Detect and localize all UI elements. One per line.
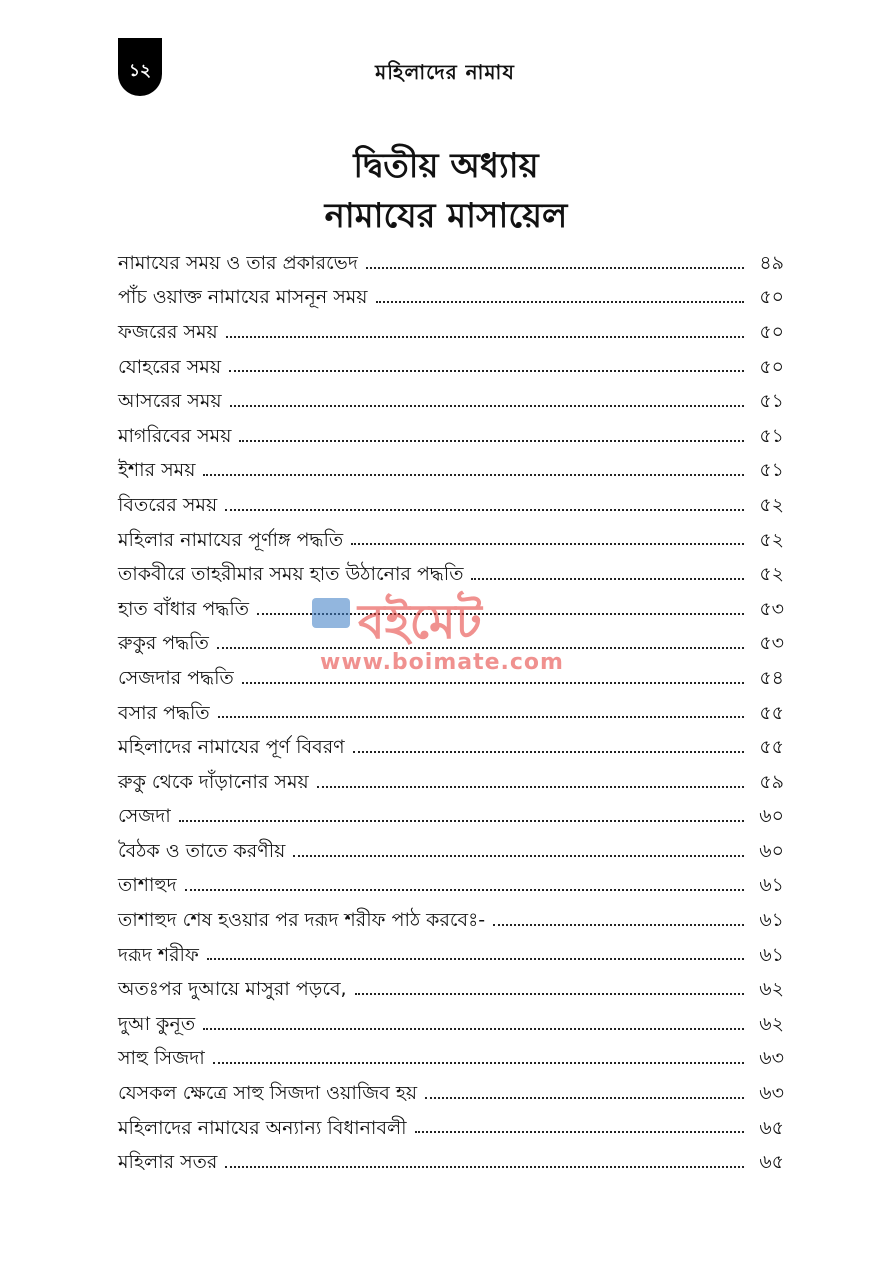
toc-entry (118, 551, 784, 586)
toc-entry (118, 966, 784, 1001)
dot-leader (293, 855, 744, 857)
toc-entry (118, 1105, 784, 1140)
dot-leader (366, 267, 744, 269)
toc-entry (118, 482, 784, 517)
toc-entry (118, 932, 784, 967)
toc-entry-page: ৫০ (759, 320, 784, 343)
chapter-title: দ্বিতীয় অধ্যায় (353, 146, 539, 186)
toc-entry-page: ৫৪ (759, 666, 784, 689)
dot-leader (225, 1166, 744, 1168)
toc-entry-page: ৬২ (759, 978, 784, 1001)
toc-entry-page: ৫১ (759, 390, 784, 413)
dot-leader (493, 924, 744, 926)
toc-entry (118, 378, 784, 413)
toc-entry-page: ৬১ (759, 909, 784, 932)
toc-entry-page: ৫৩ (759, 597, 784, 620)
toc-entry (118, 413, 784, 448)
toc-entry (118, 344, 784, 379)
toc-entry-page: ৫৩ (759, 632, 784, 655)
toc-entry-title: বৈঠক ও তাতে করণীয় (118, 839, 286, 862)
dot-leader (376, 301, 745, 303)
toc-entry-title: আসরের সময় (118, 390, 222, 413)
dot-leader (425, 1097, 744, 1099)
toc-entry-title: তাকবীরে তাহরীমার সময় হাত উঠানোর পদ্ধতি (118, 563, 464, 586)
toc-entry-title: সাহু সিজদা (118, 1047, 205, 1070)
toc-entry-page: ৬৫ (759, 1151, 784, 1174)
toc-entry (118, 897, 784, 932)
dot-leader (226, 336, 744, 338)
toc-entry-title: রুকুর পদ্ধতি (118, 632, 209, 655)
page-number: ১২ (128, 61, 152, 81)
toc-entry-title: বসার পদ্ধতি (118, 701, 210, 724)
toc-entry-page: ৫৯ (759, 770, 784, 793)
watermark-url: www.boimate.com (320, 650, 564, 675)
toc-entry (118, 828, 784, 863)
dot-leader (185, 889, 744, 891)
chapter-subtitle: নামাযের মাসায়েল (324, 196, 568, 236)
toc-entry-page: ৬৩ (759, 1047, 784, 1070)
dot-leader (415, 1131, 744, 1133)
toc-entry-title: বিতরের সময় (118, 493, 218, 516)
toc-entry-page: ৫৫ (759, 736, 784, 759)
dot-leader (203, 1028, 744, 1030)
dot-leader (230, 405, 744, 407)
toc-entry-page: ৫২ (759, 528, 784, 551)
toc-entry (118, 1070, 784, 1105)
toc-entry (118, 724, 784, 759)
toc-entry-page: ৫১ (759, 459, 784, 482)
toc-entry-title: যেসকল ক্ষেত্রে সাহু সিজদা ওয়াজিব হয় (118, 1082, 418, 1105)
dot-leader (353, 751, 744, 753)
toc-entry-page: ৫১ (759, 424, 784, 447)
toc-entry (118, 517, 784, 552)
dot-leader (229, 370, 744, 372)
toc-entry (118, 448, 784, 483)
dot-leader (218, 716, 744, 718)
book-icon (312, 598, 350, 628)
toc-entry (118, 309, 784, 344)
watermark-logo: বইমেট (358, 594, 482, 650)
toc-entry-page: ৫২ (759, 563, 784, 586)
toc-entry-title: ইশার সময় (118, 459, 196, 482)
dot-leader (179, 820, 744, 822)
dot-leader (213, 1062, 744, 1064)
toc-entry-page: ৬৩ (759, 1082, 784, 1105)
toc-entry-title: মহিলার সতর (118, 1151, 218, 1174)
running-header: মহিলাদের নামায (375, 60, 515, 84)
toc-entry-title: রুকু থেকে দাঁড়ানোর সময় (118, 770, 309, 793)
toc-entry-page: ৫২ (759, 493, 784, 516)
dot-leader (239, 440, 744, 442)
toc-entry-title: তাশাহুদ শেষ হওয়ার পর দরূদ শরীফ পাঠ করবেঃ- (118, 909, 486, 932)
toc-entry-page: ৬০ (759, 839, 784, 862)
dot-leader (351, 543, 744, 545)
watermark (312, 586, 582, 686)
toc-entry-title: নামাযের সময় ও তার প্রকারভেদ (118, 251, 358, 274)
toc-entry-page: ৪৯ (759, 251, 784, 274)
toc-entry-page: ৫০ (759, 355, 784, 378)
toc-entry-page: ৫০ (759, 286, 784, 309)
dot-leader (317, 786, 744, 788)
toc-entry-page: ৬০ (759, 805, 784, 828)
toc-entry-title: সেজদা (118, 805, 171, 828)
toc-entry (118, 1036, 784, 1071)
toc-entry-page: ৫৫ (759, 701, 784, 724)
toc-entry-page: ৬১ (759, 943, 784, 966)
toc-entry (118, 1001, 784, 1036)
toc-entry-title: দরূদ শরীফ (118, 943, 199, 966)
dot-leader (471, 578, 744, 580)
toc-entry-title: মহিলাদের নামাযের অন্যান্য বিধানাবলী (118, 1116, 407, 1139)
toc-entry-title: ফজরের সময় (118, 320, 218, 343)
toc-entry (118, 863, 784, 898)
toc-entry-page: ৬১ (759, 874, 784, 897)
dot-leader (207, 958, 744, 960)
dot-leader (203, 474, 744, 476)
toc-entry (118, 794, 784, 829)
toc-entry-title: মহিলাদের নামাযের পূর্ণ বিবরণ (118, 736, 345, 759)
toc-entry-title: সেজদার পদ্ধতি (118, 666, 234, 689)
toc-entry (118, 275, 784, 310)
toc-entry-title: তাশাহুদ (118, 874, 177, 897)
toc-entry-title: যোহরের সময় (118, 355, 222, 378)
toc-entry-title: অতঃপর দুআয়ে মাসুরা পড়বে, (118, 978, 347, 1001)
toc-entry-title: পাঁচ ওয়াক্ত নামাযের মাসনূন সময় (118, 286, 368, 309)
toc-entry (118, 1139, 784, 1174)
toc-entry (118, 240, 784, 275)
toc-entry (118, 690, 784, 725)
toc-entry-title: মহিলার নামাযের পূর্ণাঙ্গ পদ্ধতি (118, 528, 344, 551)
toc-entry-title: দুআ কুনূত (118, 1012, 196, 1035)
dot-leader (355, 993, 744, 995)
dot-leader (225, 509, 744, 511)
toc-entry-page: ৬২ (759, 1012, 784, 1035)
toc-entry-title: হাত বাঁধার পদ্ধতি (118, 597, 250, 620)
toc-entry-title: মাগরিবের সময় (118, 424, 232, 447)
toc-entry (118, 759, 784, 794)
toc-entry-page: ৬৫ (759, 1116, 784, 1139)
table-of-contents (118, 240, 784, 1174)
